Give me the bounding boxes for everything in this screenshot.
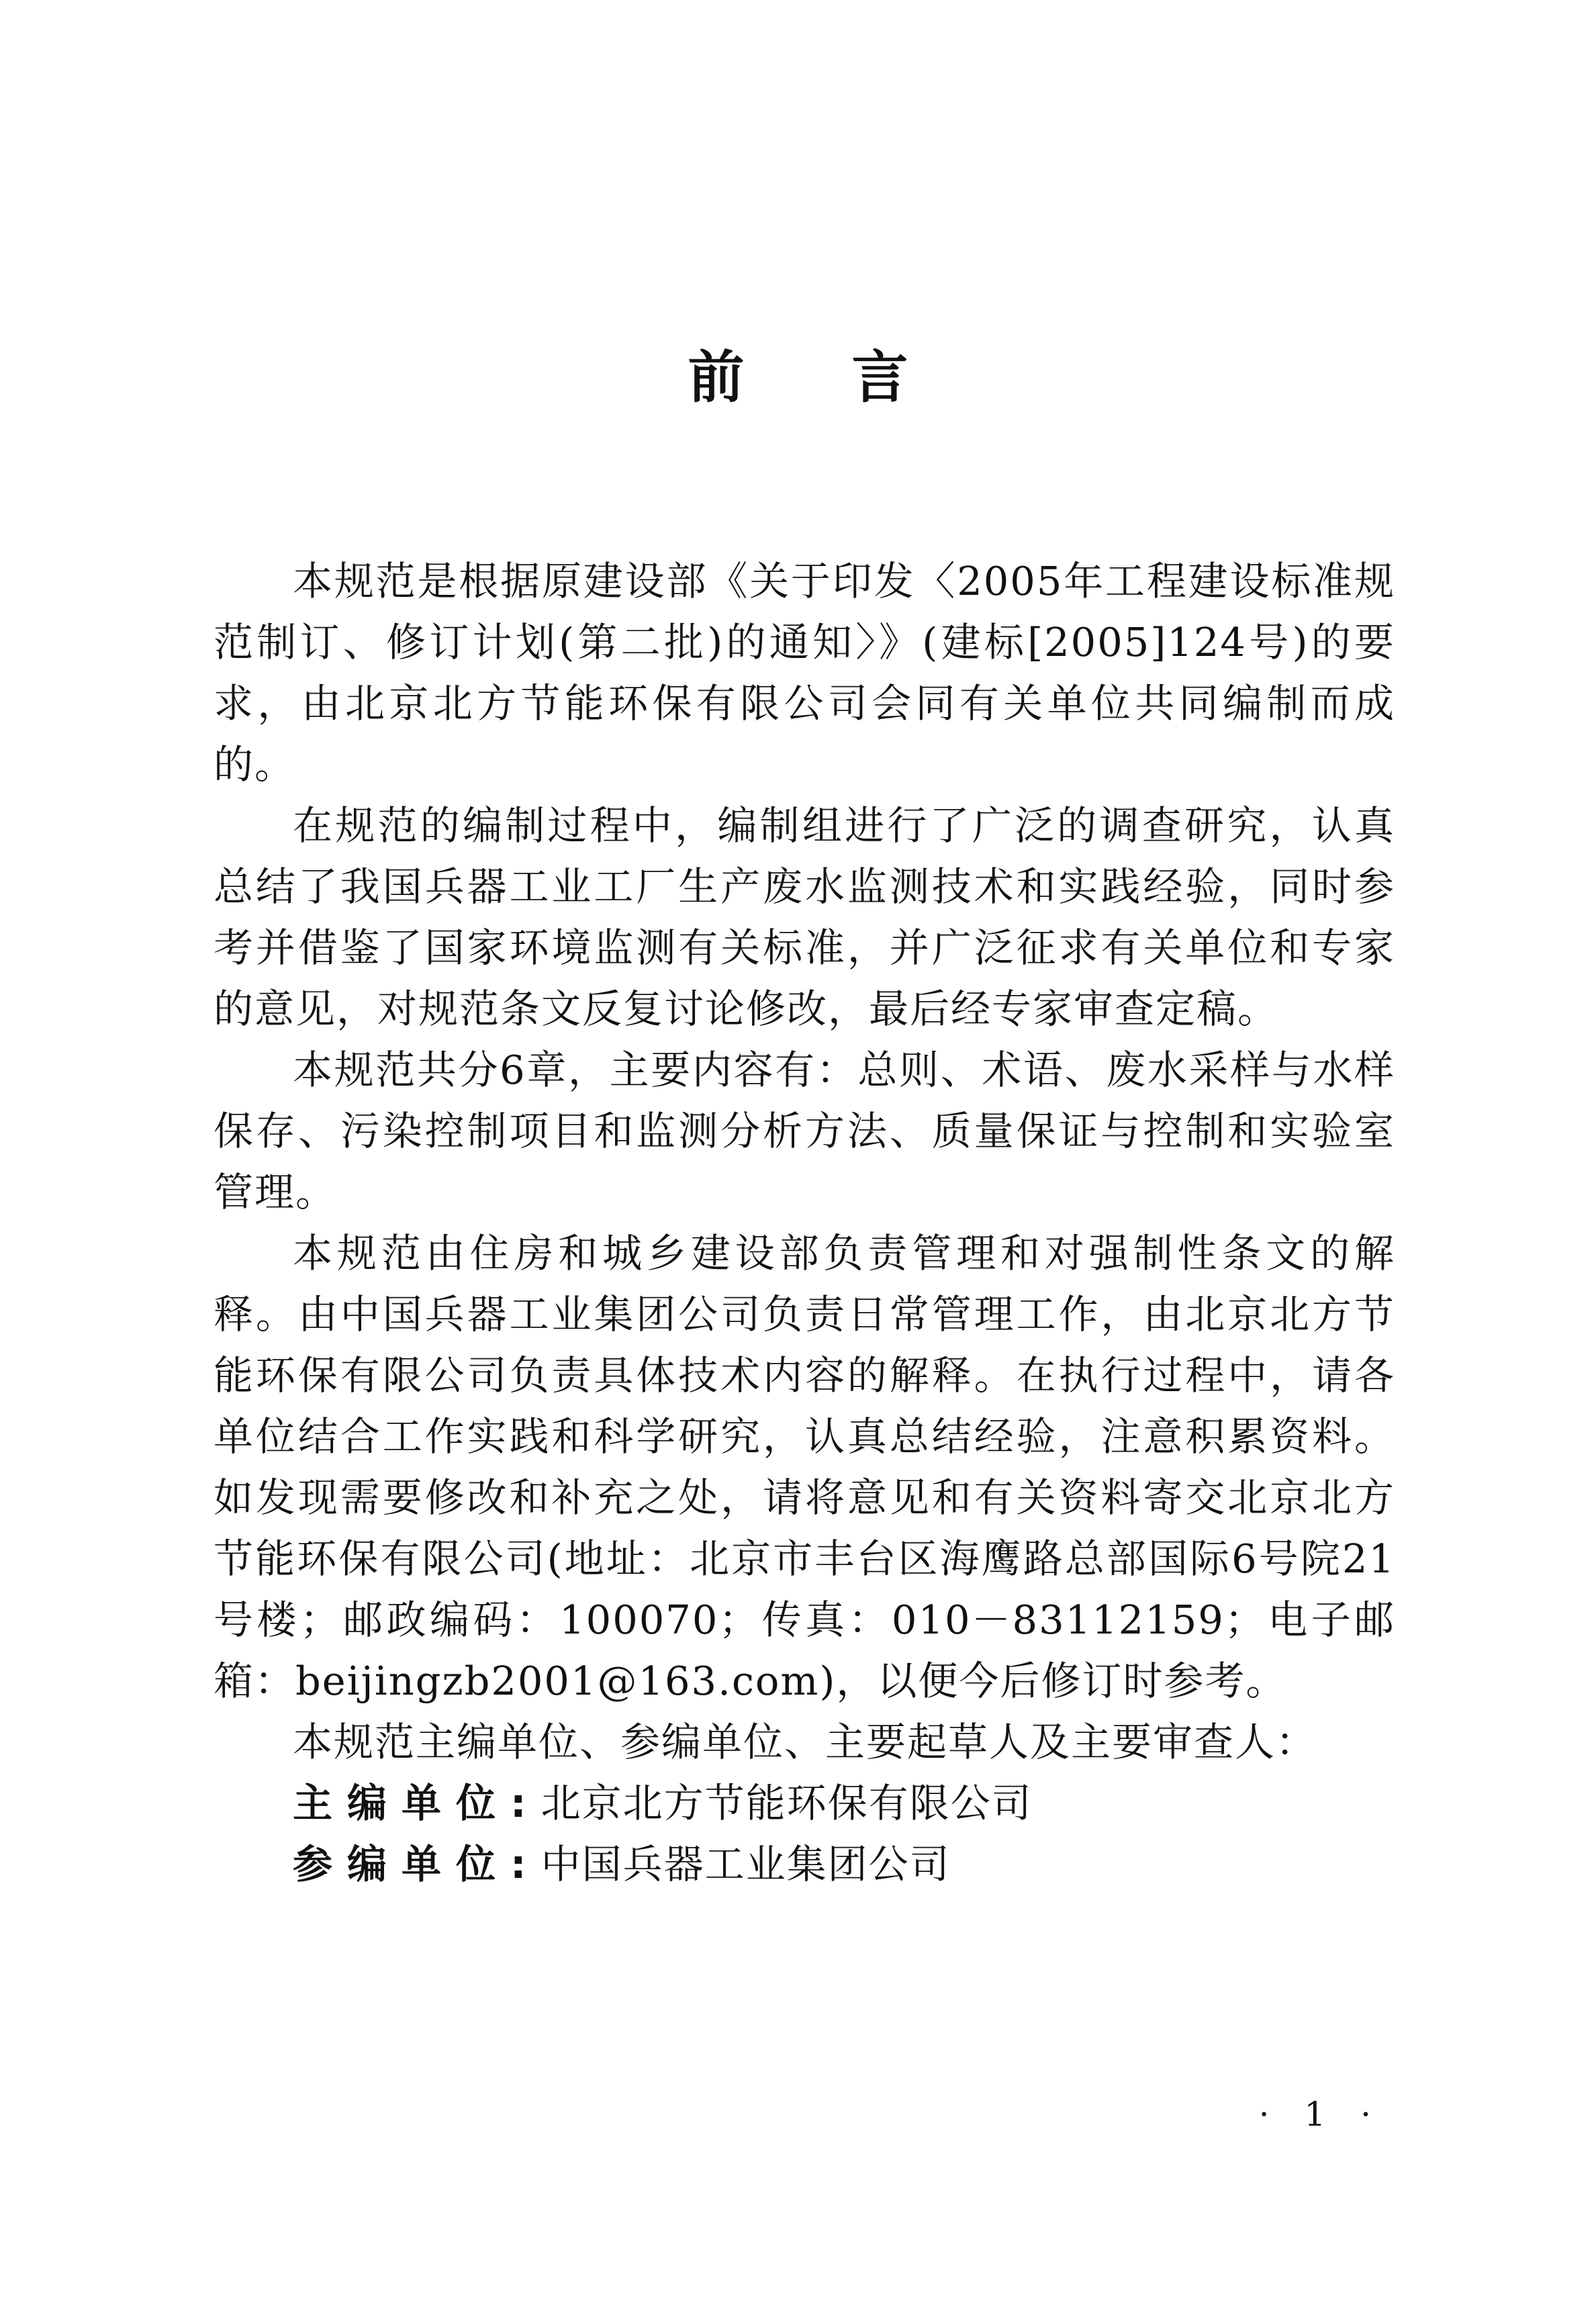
chief-unit-label: 主编单位:: [293, 1780, 541, 1826]
chief-unit-line: [214, 1773, 1395, 1834]
paragraph-5: 本规范主编单位、参编单位、主要起草人及主要审查人：: [293, 1719, 1317, 1765]
paragraph-1: 本规范是根据原建设部《关于印发〈2005年工程建设标准规范制订、修订计划(第二批)的通知〉》(建标[2005]124号)的要求，由北京北方节能环保有限公司会同有关单位共同编制而成的。: [214, 558, 1395, 788]
page-number: · 1 ·: [1258, 2095, 1383, 2134]
participating-unit-label: 参编单位:: [293, 1841, 541, 1887]
paragraph-3: 本规范共分6章，主要内容有：总则、术语、废水采样与水样保存、污染控制项目和监测分析方法、质量保证与控制和实验室管理。: [214, 1047, 1395, 1215]
participating-unit-value: 中国兵器工业集团公司: [541, 1841, 951, 1887]
page-title: 前言: [688, 344, 1016, 410]
paragraph-4: 本规范由住房和城乡建设部负责管理和对强制性条文的解释。由中国兵器工业集团公司负责日常管理工作，由北京北方节能环保有限公司负责具体技术内容的解释。在执行过程中，请各单位结合工作实践和科学研究，认真总结经验，注意积累资料。如发现需要修改和补充之处，请将意见和有关资料寄交北京北方节能环保有限公司(地址：北京市丰台区海鹰路总部国际6号院21号楼；邮政编码：100070；传真：010－83112159；电子邮箱：beijingzb2001@163.com)，以便今后修订时参考。: [214, 1230, 1395, 1704]
participating-unit-line: [214, 1834, 1395, 1895]
preface-body: [214, 551, 1395, 1895]
paragraph-2: 在规范的编制过程中，编制组进行了广泛的调查研究，认真总结了我国兵器工业工厂生产废水监测技术和实践经验，同时参考并借鉴了国家环境监测有关标准，并广泛征求有关单位和专家的意见，对规范条文反复讨论修改，最后经专家审查定稿。: [214, 802, 1395, 1032]
chief-unit-value: 北京北方节能环保有限公司: [541, 1780, 1033, 1826]
